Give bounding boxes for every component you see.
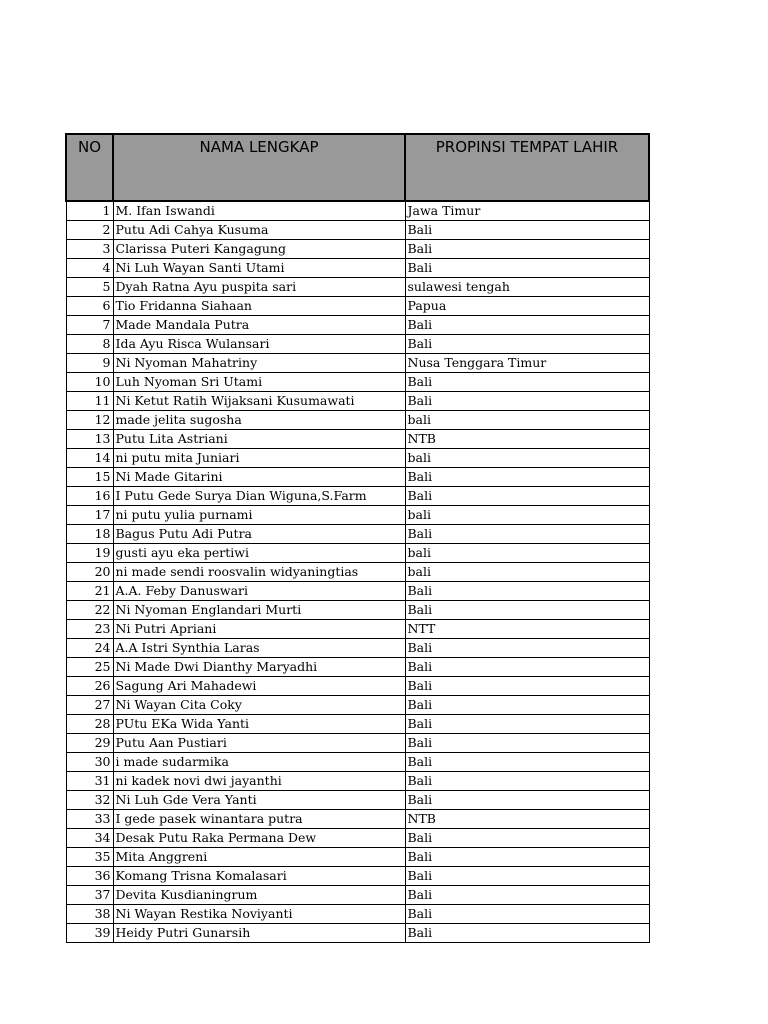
birth-province-cell: Bali bbox=[405, 677, 649, 696]
birth-province-cell: Bali bbox=[405, 924, 649, 943]
table-row bbox=[66, 278, 649, 297]
birth-province-cell: Bali bbox=[405, 240, 649, 259]
student-list-table bbox=[65, 133, 650, 943]
table-row bbox=[66, 240, 649, 259]
row-number-cell: 15 bbox=[66, 468, 113, 487]
full-name-cell: ni made sendi roosvalin widyaningtias bbox=[113, 563, 405, 582]
full-name-cell: PUtu EKa Wida Yanti bbox=[113, 715, 405, 734]
full-name-cell: I Putu Gede Surya Dian Wiguna,S.Farm bbox=[113, 487, 405, 506]
full-name-cell: ni kadek novi dwi jayanthi bbox=[113, 772, 405, 791]
birth-province-cell: Bali bbox=[405, 734, 649, 753]
full-name-cell: Bagus Putu Adi Putra bbox=[113, 525, 405, 544]
birth-province-cell: Bali bbox=[405, 753, 649, 772]
birth-province-cell: bali bbox=[405, 544, 649, 563]
row-number-cell: 36 bbox=[66, 867, 113, 886]
table-row bbox=[66, 468, 649, 487]
birth-province-cell: Bali bbox=[405, 487, 649, 506]
row-number-cell: 27 bbox=[66, 696, 113, 715]
table-header-row bbox=[66, 134, 649, 201]
table-row bbox=[66, 620, 649, 639]
row-number-cell: 37 bbox=[66, 886, 113, 905]
full-name-cell: Komang Trisna Komalasari bbox=[113, 867, 405, 886]
row-number-cell: 11 bbox=[66, 392, 113, 411]
birth-province-cell: Bali bbox=[405, 791, 649, 810]
table-row bbox=[66, 392, 649, 411]
birth-province-cell: Bali bbox=[405, 525, 649, 544]
row-number-cell: 35 bbox=[66, 848, 113, 867]
row-number-cell: 33 bbox=[66, 810, 113, 829]
birth-province-cell: Bali bbox=[405, 316, 649, 335]
row-number-cell: 39 bbox=[66, 924, 113, 943]
birth-province-cell: Bali bbox=[405, 259, 649, 278]
birth-province-cell: bali bbox=[405, 563, 649, 582]
birth-province-cell: Bali bbox=[405, 848, 649, 867]
table-row bbox=[66, 772, 649, 791]
full-name-cell: Ida Ayu Risca Wulansari bbox=[113, 335, 405, 354]
row-number-cell: 32 bbox=[66, 791, 113, 810]
full-name-cell: Putu Lita Astriani bbox=[113, 430, 405, 449]
table-row bbox=[66, 658, 649, 677]
row-number-cell: 7 bbox=[66, 316, 113, 335]
table-row bbox=[66, 582, 649, 601]
table-row bbox=[66, 639, 649, 658]
birth-province-cell: Bali bbox=[405, 829, 649, 848]
full-name-cell: Made Mandala Putra bbox=[113, 316, 405, 335]
table-row bbox=[66, 715, 649, 734]
full-name-cell: Putu Aan Pustiari bbox=[113, 734, 405, 753]
table-row bbox=[66, 259, 649, 278]
full-name-cell: Ni Wayan Cita Coky bbox=[113, 696, 405, 715]
row-number-cell: 9 bbox=[66, 354, 113, 373]
header-full-name: NAMA LENGKAP bbox=[113, 134, 405, 201]
row-number-cell: 12 bbox=[66, 411, 113, 430]
birth-province-cell: Bali bbox=[405, 468, 649, 487]
row-number-cell: 14 bbox=[66, 449, 113, 468]
birth-province-cell: Bali bbox=[405, 639, 649, 658]
full-name-cell: Mita Anggreni bbox=[113, 848, 405, 867]
table-row bbox=[66, 354, 649, 373]
table-row bbox=[66, 829, 649, 848]
birth-province-cell: Bali bbox=[405, 886, 649, 905]
full-name-cell: A.A Istri Synthia Laras bbox=[113, 639, 405, 658]
row-number-cell: 34 bbox=[66, 829, 113, 848]
table-row bbox=[66, 449, 649, 468]
row-number-cell: 6 bbox=[66, 297, 113, 316]
full-name-cell: ni putu mita Juniari bbox=[113, 449, 405, 468]
table-body bbox=[66, 201, 649, 943]
row-number-cell: 22 bbox=[66, 601, 113, 620]
row-number-cell: 26 bbox=[66, 677, 113, 696]
full-name-cell: Devita Kusdianingrum bbox=[113, 886, 405, 905]
table-row bbox=[66, 905, 649, 924]
row-number-cell: 8 bbox=[66, 335, 113, 354]
row-number-cell: 4 bbox=[66, 259, 113, 278]
table-row bbox=[66, 373, 649, 392]
row-number-cell: 13 bbox=[66, 430, 113, 449]
row-number-cell: 1 bbox=[66, 201, 113, 221]
full-name-cell: A.A. Feby Danuswari bbox=[113, 582, 405, 601]
row-number-cell: 24 bbox=[66, 639, 113, 658]
row-number-cell: 17 bbox=[66, 506, 113, 525]
birth-province-cell: Bali bbox=[405, 867, 649, 886]
full-name-cell: M. Ifan Iswandi bbox=[113, 201, 405, 221]
row-number-cell: 18 bbox=[66, 525, 113, 544]
birth-province-cell: Bali bbox=[405, 221, 649, 240]
row-number-cell: 30 bbox=[66, 753, 113, 772]
full-name-cell: Dyah Ratna Ayu puspita sari bbox=[113, 278, 405, 297]
table-row bbox=[66, 734, 649, 753]
full-name-cell: I gede pasek winantara putra bbox=[113, 810, 405, 829]
full-name-cell: Sagung Ari Mahadewi bbox=[113, 677, 405, 696]
full-name-cell: Ni Wayan Restika Noviyanti bbox=[113, 905, 405, 924]
table-row bbox=[66, 201, 649, 221]
full-name-cell: i made sudarmika bbox=[113, 753, 405, 772]
full-name-cell: gusti ayu eka pertiwi bbox=[113, 544, 405, 563]
full-name-cell: Ni Nyoman Englandari Murti bbox=[113, 601, 405, 620]
full-name-cell: Ni Putri Apriani bbox=[113, 620, 405, 639]
birth-province-cell: Bali bbox=[405, 601, 649, 620]
birth-province-cell: Bali bbox=[405, 715, 649, 734]
table-row bbox=[66, 316, 649, 335]
table-row bbox=[66, 924, 649, 943]
full-name-cell: Ni Made Dwi Dianthy Maryadhi bbox=[113, 658, 405, 677]
birth-province-cell: Bali bbox=[405, 582, 649, 601]
row-number-cell: 23 bbox=[66, 620, 113, 639]
full-name-cell: Clarissa Puteri Kangagung bbox=[113, 240, 405, 259]
header-birth-province: PROPINSI TEMPAT LAHIR bbox=[405, 134, 649, 201]
table-row bbox=[66, 487, 649, 506]
birth-province-cell: Bali bbox=[405, 696, 649, 715]
table-row bbox=[66, 791, 649, 810]
table-row bbox=[66, 696, 649, 715]
row-number-cell: 31 bbox=[66, 772, 113, 791]
birth-province-cell: Bali bbox=[405, 905, 649, 924]
birth-province-cell: Bali bbox=[405, 392, 649, 411]
row-number-cell: 10 bbox=[66, 373, 113, 392]
birth-province-cell: NTB bbox=[405, 430, 649, 449]
birth-province-cell: sulawesi tengah bbox=[405, 278, 649, 297]
full-name-cell: Desak Putu Raka Permana Dew bbox=[113, 829, 405, 848]
table-row bbox=[66, 677, 649, 696]
table-row bbox=[66, 335, 649, 354]
full-name-cell: Ni Luh Wayan Santi Utami bbox=[113, 259, 405, 278]
birth-province-cell: Bali bbox=[405, 373, 649, 392]
table-row bbox=[66, 430, 649, 449]
table-row bbox=[66, 411, 649, 430]
birth-province-cell: Bali bbox=[405, 658, 649, 677]
table-row bbox=[66, 848, 649, 867]
full-name-cell: Ni Ketut Ratih Wijaksani Kusumawati bbox=[113, 392, 405, 411]
birth-province-cell: bali bbox=[405, 411, 649, 430]
birth-province-cell: Bali bbox=[405, 335, 649, 354]
row-number-cell: 19 bbox=[66, 544, 113, 563]
table-row bbox=[66, 867, 649, 886]
full-name-cell: Putu Adi Cahya Kusuma bbox=[113, 221, 405, 240]
full-name-cell: Heidy Putri Gunarsih bbox=[113, 924, 405, 943]
birth-province-cell: NTB bbox=[405, 810, 649, 829]
table-row bbox=[66, 544, 649, 563]
full-name-cell: Ni Nyoman Mahatriny bbox=[113, 354, 405, 373]
birth-province-cell: bali bbox=[405, 506, 649, 525]
row-number-cell: 20 bbox=[66, 563, 113, 582]
row-number-cell: 21 bbox=[66, 582, 113, 601]
row-number-cell: 3 bbox=[66, 240, 113, 259]
table-row bbox=[66, 753, 649, 772]
row-number-cell: 38 bbox=[66, 905, 113, 924]
table-row bbox=[66, 810, 649, 829]
birth-province-cell: Nusa Tenggara Timur bbox=[405, 354, 649, 373]
row-number-cell: 29 bbox=[66, 734, 113, 753]
table-row bbox=[66, 221, 649, 240]
birth-province-cell: Jawa Timur bbox=[405, 201, 649, 221]
full-name-cell: Ni Made Gitarini bbox=[113, 468, 405, 487]
row-number-cell: 28 bbox=[66, 715, 113, 734]
header-no: NO bbox=[66, 134, 113, 201]
full-name-cell: Tio Fridanna Siahaan bbox=[113, 297, 405, 316]
full-name-cell: Luh Nyoman Sri Utami bbox=[113, 373, 405, 392]
full-name-cell: Ni Luh Gde Vera Yanti bbox=[113, 791, 405, 810]
table-row bbox=[66, 563, 649, 582]
birth-province-cell: NTT bbox=[405, 620, 649, 639]
table-row bbox=[66, 601, 649, 620]
table-row bbox=[66, 506, 649, 525]
birth-province-cell: bali bbox=[405, 449, 649, 468]
full-name-cell: ni putu yulia purnami bbox=[113, 506, 405, 525]
row-number-cell: 2 bbox=[66, 221, 113, 240]
table-row bbox=[66, 525, 649, 544]
birth-province-cell: Bali bbox=[405, 772, 649, 791]
row-number-cell: 16 bbox=[66, 487, 113, 506]
row-number-cell: 25 bbox=[66, 658, 113, 677]
full-name-cell: made jelita sugosha bbox=[113, 411, 405, 430]
table-row bbox=[66, 886, 649, 905]
birth-province-cell: Papua bbox=[405, 297, 649, 316]
table-row bbox=[66, 297, 649, 316]
row-number-cell: 5 bbox=[66, 278, 113, 297]
